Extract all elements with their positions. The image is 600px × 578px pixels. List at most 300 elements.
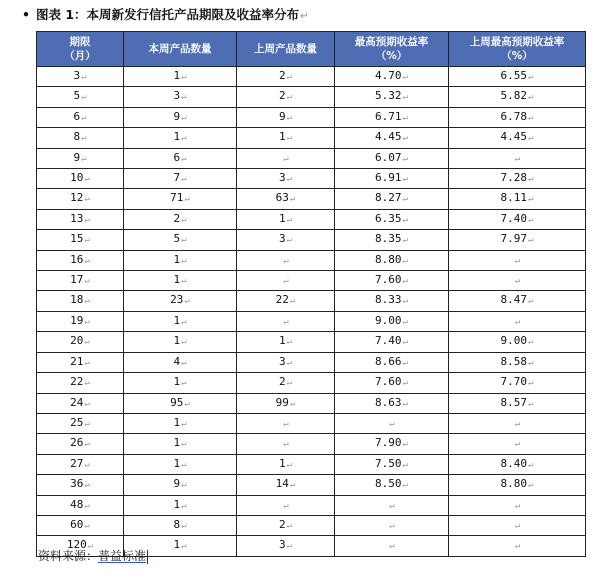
cell-value: 3 — [278, 171, 286, 185]
table-cell — [237, 87, 335, 107]
cell-mark-icon: ↵ — [514, 153, 521, 164]
cell-mark-icon: ↵ — [181, 480, 187, 491]
table-cell — [124, 128, 237, 148]
cell-mark-icon: ↵ — [389, 541, 395, 552]
cell-value: 5 — [73, 89, 81, 103]
cell-mark-icon: ↵ — [84, 398, 90, 409]
cell-value: 8.66 — [375, 354, 402, 368]
table-cell — [237, 169, 335, 189]
table-row — [37, 271, 586, 291]
cell-mark-icon: ↵ — [181, 133, 187, 144]
cell-value: 8.27 — [375, 191, 402, 205]
table-cell — [124, 495, 237, 515]
cell-value: 6 — [173, 150, 181, 164]
cell-value: 71 — [170, 191, 184, 205]
cell-value: 2 — [278, 89, 286, 103]
cell-value: 1 — [173, 497, 181, 511]
table-cell — [237, 352, 335, 372]
cell-mark-icon: ↵ — [181, 92, 187, 103]
table-cell — [335, 148, 449, 168]
column-header — [335, 32, 449, 67]
cell-mark-icon: ↵ — [84, 439, 90, 450]
cell-value: 36 — [70, 477, 84, 491]
table-header — [37, 32, 586, 67]
cell-mark-icon: ↵ — [283, 418, 289, 429]
cell-mark-icon: ↵ — [181, 500, 187, 511]
table-cell — [335, 475, 449, 495]
cell-mark-icon: ↵ — [402, 194, 408, 205]
table-cell — [237, 209, 335, 229]
cell-mark-icon: ↵ — [402, 92, 408, 103]
cell-value: 63 — [275, 191, 289, 205]
cell-mark-icon: ↵ — [514, 316, 521, 327]
cell-value: 4.70 — [375, 69, 402, 82]
cell-value: 24 — [70, 395, 84, 409]
table-cell — [124, 515, 237, 535]
cell-mark-icon: ↵ — [286, 174, 293, 185]
cell-value: 7.40 — [375, 334, 402, 348]
table-cell — [449, 434, 586, 454]
cell-mark-icon: ↵ — [181, 153, 187, 164]
cell-mark-icon: ↵ — [528, 357, 534, 368]
table-cell — [237, 515, 335, 535]
column-header-line: 最高预期收益率 — [354, 36, 429, 48]
table-cell — [124, 250, 237, 270]
table-cell — [124, 291, 237, 311]
cell-mark-icon: ↵ — [402, 153, 408, 164]
cell-mark-icon: ↵ — [181, 337, 187, 348]
table-row — [37, 107, 586, 127]
table-cell — [37, 230, 124, 250]
cell-mark-icon: ↵ — [514, 418, 521, 429]
table-row — [37, 332, 586, 352]
cell-mark-icon: ↵ — [181, 174, 187, 185]
cell-mark-icon: ↵ — [286, 541, 293, 552]
cell-mark-icon: ↵ — [181, 541, 187, 552]
cell-mark-icon: ↵ — [181, 276, 187, 287]
table-cell — [37, 67, 124, 87]
table-cell — [449, 393, 586, 413]
cell-mark-icon: ↵ — [528, 194, 534, 205]
table-row — [37, 209, 586, 229]
cell-mark-icon: ↵ — [402, 235, 408, 246]
cell-value: 23 — [170, 293, 184, 307]
table-cell — [449, 209, 586, 229]
table-row — [37, 495, 586, 515]
cell-mark-icon: ↵ — [402, 296, 408, 307]
table-cell — [449, 107, 586, 127]
cell-value: 1 — [173, 252, 181, 266]
column-header-line: 本周产品数量 — [148, 43, 212, 55]
cell-mark-icon: ↵ — [286, 459, 293, 470]
table-cell — [449, 536, 586, 556]
table-cell — [449, 250, 586, 270]
table-cell — [124, 332, 237, 352]
table-cell — [124, 209, 237, 229]
table-cell — [37, 454, 124, 474]
table-cell — [335, 230, 449, 250]
cell-value: 9.00 — [500, 334, 528, 348]
cell-value: 8.50 — [375, 477, 402, 491]
cell-value: 8.35 — [375, 232, 402, 246]
table-cell — [335, 271, 449, 291]
cell-value: 6.35 — [375, 211, 402, 225]
cell-mark-icon: ↵ — [87, 541, 94, 552]
cell-value: 6.78 — [500, 109, 528, 123]
cell-value: 1 — [278, 130, 286, 144]
cell-mark-icon: ↵ — [286, 214, 293, 225]
table-cell — [124, 169, 237, 189]
cell-value: 3 — [173, 89, 181, 103]
cell-mark-icon: ↵ — [528, 112, 534, 123]
table-cell — [124, 107, 237, 127]
table-body — [37, 67, 586, 557]
cell-mark-icon: ↵ — [84, 174, 90, 185]
table-cell — [449, 515, 586, 535]
table-cell — [449, 413, 586, 433]
cell-value: 2 — [278, 375, 286, 389]
table-row — [37, 393, 586, 413]
cell-mark-icon: ↵ — [84, 255, 90, 266]
cell-value: 6.91 — [375, 171, 402, 185]
cell-mark-icon: ↵ — [84, 500, 90, 511]
table-row — [37, 230, 586, 250]
table-cell — [335, 87, 449, 107]
table-cell — [124, 189, 237, 209]
table-cell — [335, 107, 449, 127]
cell-value: 2 — [278, 517, 286, 531]
cell-mark-icon: ↵ — [181, 112, 187, 123]
table-row — [37, 291, 586, 311]
table-cell — [37, 311, 124, 331]
cell-mark-icon: ↵ — [528, 480, 534, 491]
table-cell — [124, 393, 237, 413]
table-cell — [237, 536, 335, 556]
table-cell — [335, 454, 449, 474]
cell-value: 5 — [173, 232, 181, 246]
cell-mark-icon: ↵ — [181, 418, 187, 429]
table-cell — [449, 128, 586, 148]
source-label: 资料来源： — [38, 549, 99, 563]
table-cell — [37, 107, 124, 127]
cell-value: 48 — [70, 497, 84, 511]
cell-mark-icon: ↵ — [181, 520, 187, 531]
cell-value: 9 — [73, 150, 81, 164]
header-row — [37, 32, 586, 67]
cell-mark-icon: ↵ — [181, 235, 187, 246]
table-row — [37, 311, 586, 331]
table-cell — [449, 87, 586, 107]
cell-mark-icon: ↵ — [528, 296, 534, 307]
table-cell — [124, 230, 237, 250]
cell-value: 1 — [173, 436, 181, 450]
table-cell — [124, 434, 237, 454]
table-cell — [37, 373, 124, 393]
cell-value: 9.00 — [375, 313, 402, 327]
table-cell — [335, 536, 449, 556]
table-cell — [449, 271, 586, 291]
cell-mark-icon: ↵ — [81, 153, 87, 164]
cell-value: 7.50 — [375, 456, 402, 470]
table-cell — [449, 311, 586, 331]
cell-value: 1 — [173, 538, 181, 552]
cell-value: 3 — [73, 69, 81, 82]
cell-value: 18 — [70, 293, 84, 307]
table-cell — [335, 413, 449, 433]
table-cell — [237, 495, 335, 515]
cell-value: 8.63 — [375, 395, 402, 409]
cell-value: 25 — [70, 415, 84, 429]
cell-mark-icon: ↵ — [402, 112, 408, 123]
column-header — [37, 32, 124, 67]
cell-value: 14 — [275, 477, 289, 491]
table-cell — [449, 189, 586, 209]
cell-mark-icon: ↵ — [528, 214, 534, 225]
table-cell — [37, 352, 124, 372]
cell-value: 1 — [278, 211, 286, 225]
cell-value: 2 — [278, 69, 286, 82]
cell-mark-icon: ↵ — [181, 439, 187, 450]
table-cell — [335, 250, 449, 270]
table-cell — [237, 271, 335, 291]
table-cell — [37, 250, 124, 270]
cell-mark-icon: ↵ — [84, 520, 90, 531]
table-cell — [124, 148, 237, 168]
cell-value: 8.57 — [500, 395, 528, 409]
cell-value: 17 — [70, 273, 84, 287]
table-cell — [449, 67, 586, 87]
cell-mark-icon: ↵ — [81, 112, 87, 123]
cell-mark-icon: ↵ — [84, 316, 90, 327]
cell-mark-icon: ↵ — [402, 276, 408, 287]
table-cell — [237, 250, 335, 270]
cell-mark-icon: ↵ — [283, 153, 289, 164]
cell-mark-icon: ↵ — [528, 459, 534, 470]
column-header — [449, 32, 586, 67]
cell-mark-icon: ↵ — [402, 337, 408, 348]
cell-mark-icon: ↵ — [181, 357, 187, 368]
cell-mark-icon: ↵ — [81, 72, 87, 82]
table-row — [37, 250, 586, 270]
paragraph-mark-icon: ↵ — [300, 11, 309, 22]
cell-value: 7.70 — [500, 375, 528, 389]
cell-value: 1 — [173, 334, 181, 348]
table-row — [37, 352, 586, 372]
cell-value: 20 — [70, 334, 84, 348]
cell-mark-icon: ↵ — [289, 194, 296, 205]
table-cell — [335, 393, 449, 413]
table-cell — [449, 230, 586, 250]
cell-mark-icon: ↵ — [84, 235, 90, 246]
cell-value: 9 — [173, 109, 181, 123]
table-cell — [237, 189, 335, 209]
table-row — [37, 475, 586, 495]
table-cell — [37, 332, 124, 352]
cell-mark-icon: ↵ — [286, 72, 293, 82]
table-cell — [124, 475, 237, 495]
cell-mark-icon: ↵ — [84, 480, 90, 491]
table-row — [37, 413, 586, 433]
table-cell — [37, 413, 124, 433]
cell-value: 22 — [275, 293, 289, 307]
table-cell — [237, 107, 335, 127]
cell-value: 5.82 — [500, 89, 528, 103]
cell-value: 10 — [70, 171, 84, 185]
table-cell — [335, 67, 449, 87]
table-row — [37, 67, 586, 87]
table-cell — [449, 291, 586, 311]
table-cell — [124, 311, 237, 331]
cell-mark-icon: ↵ — [402, 214, 408, 225]
cell-value: 3 — [278, 354, 286, 368]
cell-value: 8.47 — [500, 293, 528, 307]
cell-mark-icon: ↵ — [181, 459, 187, 470]
cell-value: 7 — [173, 171, 181, 185]
cell-value: 1 — [173, 415, 181, 429]
table-row — [37, 454, 586, 474]
column-header-line: 上周产品数量 — [254, 43, 317, 55]
table-cell — [237, 393, 335, 413]
cell-value: 26 — [70, 436, 84, 450]
cell-value: 1 — [278, 334, 286, 348]
cell-mark-icon: ↵ — [84, 418, 90, 429]
table-cell — [37, 148, 124, 168]
cell-mark-icon: ↵ — [389, 418, 395, 429]
cell-value: 8.80 — [500, 477, 528, 491]
source-link[interactable]: 普益标准 — [98, 549, 147, 563]
column-header-line: （%） — [501, 50, 533, 62]
cell-value: 7.60 — [375, 273, 402, 287]
table-cell — [335, 128, 449, 148]
cell-value: 1 — [173, 313, 181, 327]
table-cell — [449, 169, 586, 189]
table-cell — [37, 475, 124, 495]
table-cell — [37, 434, 124, 454]
table-cell — [37, 189, 124, 209]
cell-value: 6.71 — [375, 109, 402, 123]
table-row — [37, 128, 586, 148]
figure-title-text: 图表 1：本周新发行信托产品期限及收益率分布 — [36, 7, 300, 22]
cell-value: 120 — [66, 538, 87, 552]
cell-value: 7.28 — [500, 171, 528, 185]
cell-mark-icon: ↵ — [528, 133, 534, 144]
table-cell — [335, 373, 449, 393]
cell-mark-icon: ↵ — [402, 378, 408, 389]
cell-mark-icon: ↵ — [389, 520, 395, 531]
cell-mark-icon: ↵ — [84, 214, 90, 225]
cell-mark-icon: ↵ — [514, 541, 521, 552]
cell-value: 6 — [73, 109, 81, 123]
table-cell — [237, 128, 335, 148]
column-header-line: 上周最高预期收益率 — [469, 36, 565, 48]
table-cell — [124, 87, 237, 107]
cell-value: 6.55 — [500, 69, 528, 82]
column-header — [237, 32, 335, 67]
cell-value: 9 — [278, 109, 286, 123]
column-header — [124, 32, 237, 67]
table-row — [37, 434, 586, 454]
cell-value: 1 — [173, 130, 181, 144]
cell-mark-icon: ↵ — [181, 255, 187, 266]
trust-products-table — [36, 31, 586, 557]
table-cell — [37, 393, 124, 413]
table-cell — [124, 454, 237, 474]
cell-value: 99 — [275, 395, 289, 409]
table-cell — [449, 454, 586, 474]
cell-mark-icon: ↵ — [84, 459, 90, 470]
table-cell — [237, 67, 335, 87]
cell-mark-icon: ↵ — [402, 316, 408, 327]
table-cell — [124, 413, 237, 433]
cell-value: 15 — [70, 232, 84, 246]
cell-mark-icon: ↵ — [402, 398, 408, 409]
cell-value: 1 — [278, 456, 286, 470]
table-row — [37, 169, 586, 189]
cell-value: 27 — [70, 456, 84, 470]
cell-value: 19 — [70, 313, 84, 327]
table-cell — [335, 515, 449, 535]
cell-mark-icon: ↵ — [81, 133, 87, 144]
cell-mark-icon: ↵ — [181, 72, 187, 82]
cell-value: 95 — [170, 395, 184, 409]
cell-value: 1 — [173, 456, 181, 470]
cell-mark-icon: ↵ — [84, 194, 90, 205]
table-cell — [237, 434, 335, 454]
cell-mark-icon: ↵ — [289, 296, 296, 307]
cell-mark-icon: ↵ — [514, 500, 521, 511]
table-cell — [335, 169, 449, 189]
table-cell — [124, 373, 237, 393]
cell-value: 12 — [70, 191, 84, 205]
cell-mark-icon: ↵ — [283, 255, 289, 266]
table-cell — [449, 373, 586, 393]
cell-mark-icon: ↵ — [402, 255, 408, 266]
cell-mark-icon: ↵ — [402, 459, 408, 470]
cell-mark-icon: ↵ — [402, 480, 408, 491]
table-cell — [237, 475, 335, 495]
cell-value: 4.45 — [375, 130, 402, 144]
cell-value: 21 — [70, 354, 84, 368]
cell-value: 8.11 — [500, 191, 528, 205]
cell-mark-icon: ↵ — [514, 520, 521, 531]
table-cell — [449, 475, 586, 495]
cell-mark-icon: ↵ — [528, 398, 534, 409]
table-row — [37, 373, 586, 393]
cell-mark-icon: ↵ — [402, 439, 408, 450]
cell-mark-icon: ↵ — [286, 520, 293, 531]
cell-mark-icon: ↵ — [514, 439, 521, 450]
cell-mark-icon: ↵ — [514, 276, 521, 287]
table-cell — [237, 332, 335, 352]
table-cell — [335, 352, 449, 372]
cell-mark-icon: ↵ — [286, 337, 293, 348]
cell-mark-icon: ↵ — [514, 255, 521, 266]
table-cell — [237, 311, 335, 331]
cell-mark-icon: ↵ — [528, 235, 534, 246]
table-cell — [335, 291, 449, 311]
cell-value: 1 — [173, 273, 181, 287]
cell-value: 3 — [278, 538, 286, 552]
column-header-line: （%） — [375, 50, 408, 62]
table-cell — [237, 413, 335, 433]
column-header-line: 期限 — [69, 36, 91, 48]
table-row — [37, 515, 586, 535]
cell-mark-icon: ↵ — [184, 398, 190, 409]
cell-mark-icon: ↵ — [528, 337, 534, 348]
table-cell — [37, 87, 124, 107]
table-cell — [237, 230, 335, 250]
cell-mark-icon: ↵ — [286, 133, 293, 144]
